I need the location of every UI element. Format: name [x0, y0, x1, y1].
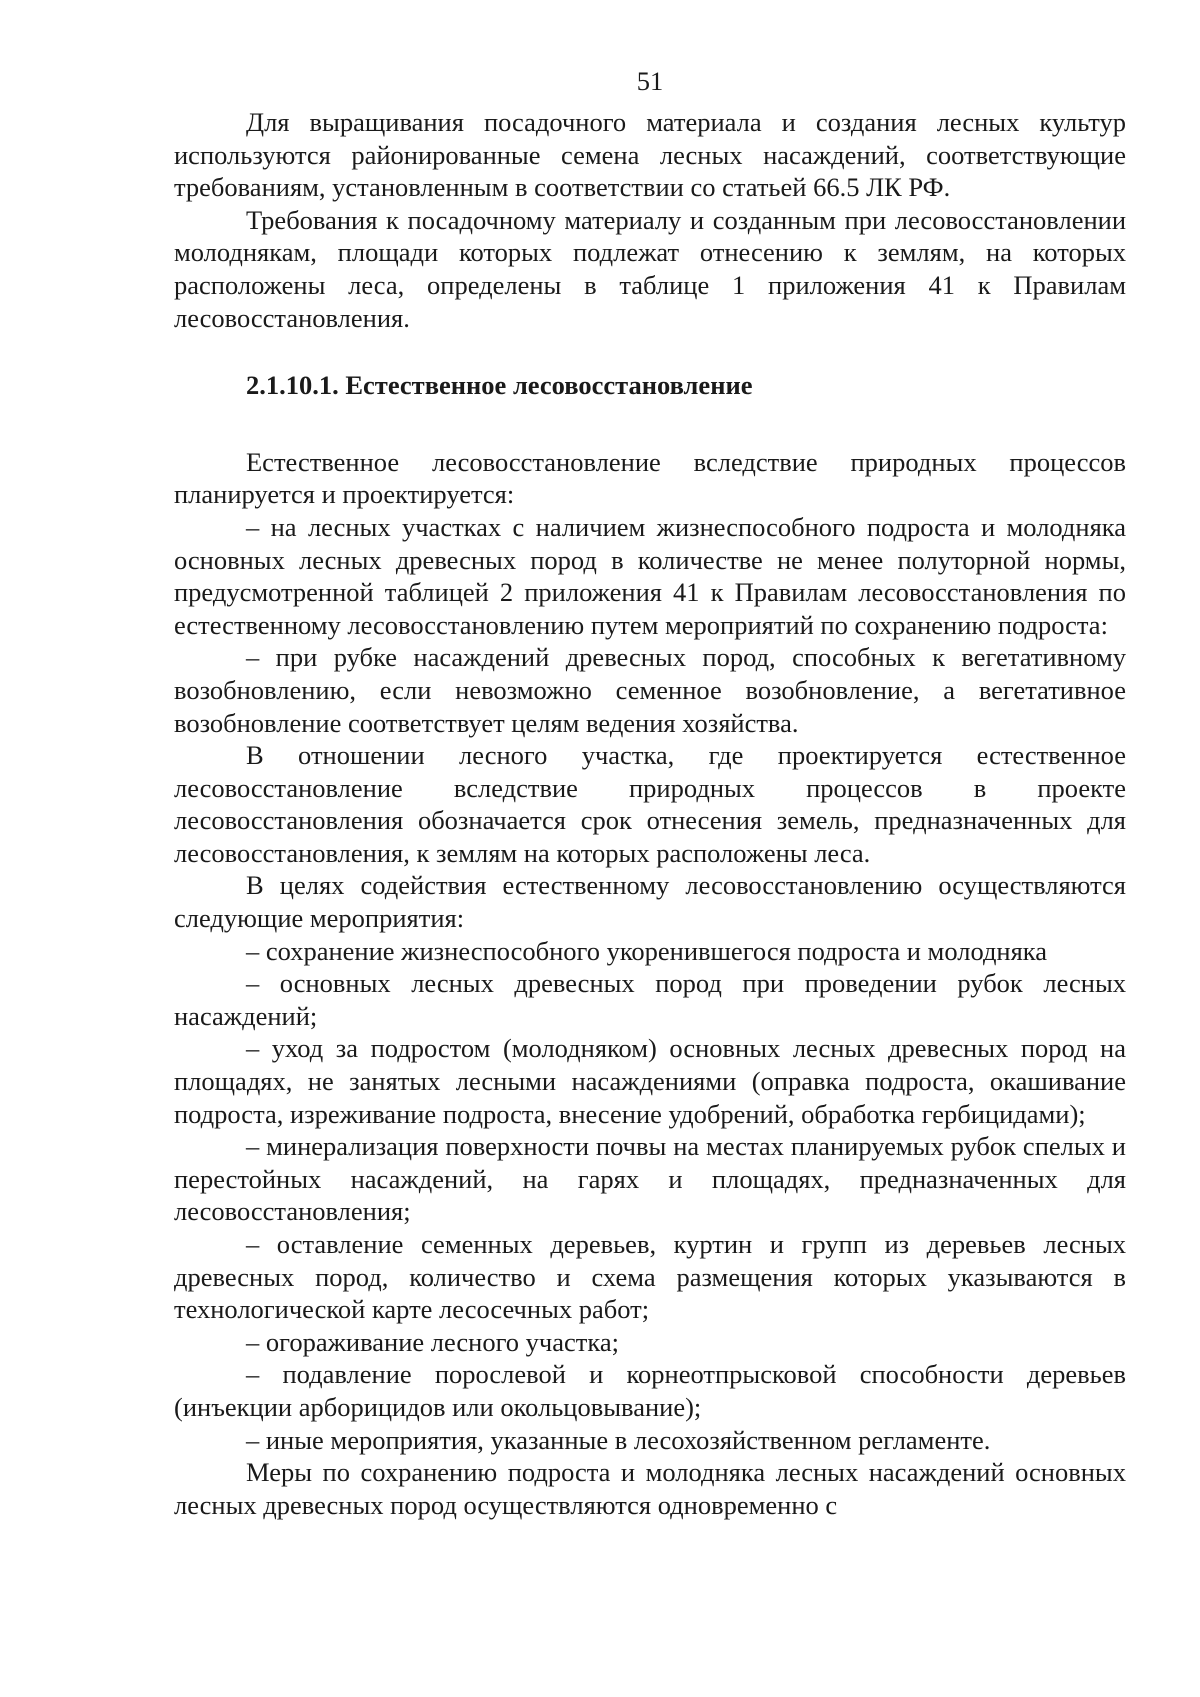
paragraph-planting-material-requirements: Требования к посадочному материалу и созданным при лесовосстановлении молоднякам, площади которых подлежат отнесению к землям, на которых расположены леса, определены в таблице 1 приложения 41 к Правилам лесовосстановления. [174, 204, 1126, 333]
paragraph-seed-requirements: Для выращивания посадочного материала и создания лесных культур используются районированные семена лесных насаждений, соответствующие требованиям, установленным в соответствии со статьей 66.5 ЛК РФ. [174, 107, 1126, 203]
list-item-main-species-logging: – основных лесных древесных пород при проведении рубок лесных насаждений; [174, 968, 1126, 1031]
list-item-other-measures: – иные мероприятия, указанные в лесохозяйственном регламенте. [246, 1424, 991, 1455]
paragraph-natural-reforestation-intro: Естественное лесовосстановление вследствие природных процессов планируется и проектируется: [174, 446, 1126, 510]
list-item-sprout-suppression: – подавление порослевой и корнеотпрысковой способности деревьев (инъекции арборицидов или окольцовывание); [174, 1359, 1126, 1422]
paragraph-land-assignment-term: В отношении лесного участка, где проектируется естественное лесовосстановление вследствие природных процессов в проекте лесовосстановления обозначается срок отнесения земель, предназначенных для лесовосстановления, к землям на которых расположены леса. [174, 740, 1126, 868]
list-item-seed-trees: – оставление семенных деревьев, куртин и групп из деревьев лесных древесных пород, количество и схема размещения которых указываются в технологической карте лесосечных работ; [174, 1229, 1126, 1325]
section-heading: 2.1.10.1. Естественное лесовосстановление [246, 370, 753, 401]
page-number: 51 [636, 66, 664, 96]
list-item-undergrowth-care: – уход за подростом (молодняком) основных лесных древесных пород на площадях, не занятых лесными насаждениями (оправка подроста, окашивание подроста, изреживание подроста, внесение удобрений, обработка гербицидами); [174, 1033, 1126, 1129]
paragraph-assistance-measures-intro: В целях содействия естественному лесовосстановлению осуществляются следующие мероприятия: [174, 870, 1126, 934]
list-item-soil-mineralization: – минерализация поверхности почвы на местах планируемых рубок спелых и перестойных насаждений, на гарях и площадях, предназначенных для лесовосстановления; [174, 1131, 1126, 1227]
paragraph-preservation-measures: Меры по сохранению подроста и молодняка лесных насаждений основных лесных древесных пород осуществляются одновременно с [174, 1457, 1126, 1520]
list-item-undergrowth-plots: – на лесных участках с наличием жизнеспособного подроста и молодняка основных лесных древесных пород в количестве не менее полуторной нормы, предусмотренной таблицей 2 приложения 41 к Правилам лесовосстановления по естественному лесовосстановлению путем мероприятий по сохранению подроста: [174, 511, 1126, 640]
list-item-preserve-undergrowth: – сохранение жизнеспособного укоренившегося подроста и молодняка [246, 935, 1048, 966]
list-item-fencing: – огораживание лесного участка; [246, 1326, 619, 1357]
document-page [174, 66, 1126, 1521]
list-item-vegetative-renewal: – при рубке насаждений древесных пород, способных к вегетативному возобновлению, если невозможно семенное возобновление, а вегетативное возобновление соответствует целям ведения хозяйства. [174, 642, 1126, 738]
